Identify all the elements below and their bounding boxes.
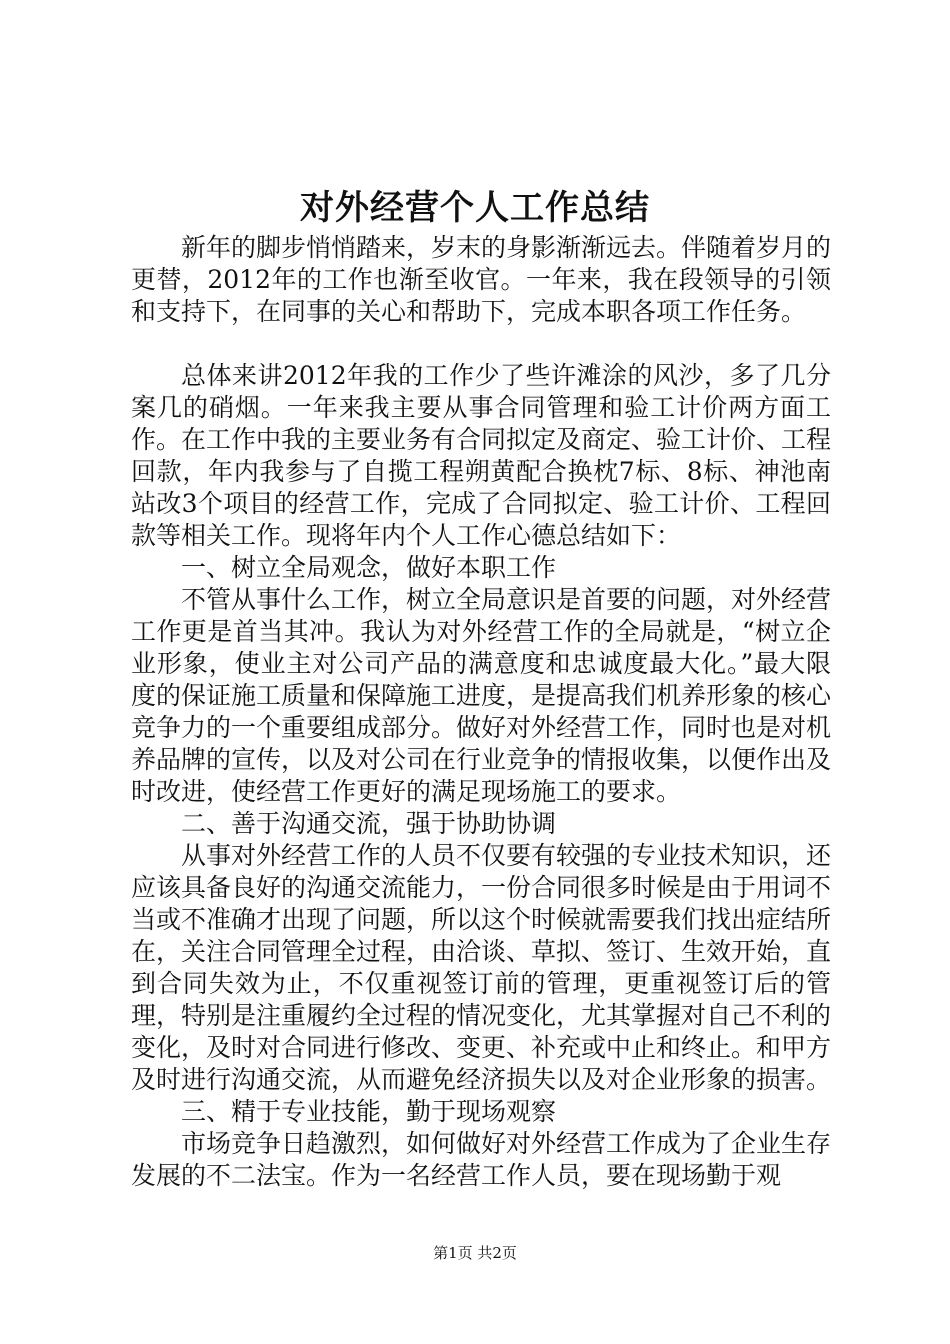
- section-heading-3: 三、精于专业技能，勤于现场观察: [181, 1097, 557, 1126]
- document-title: 对外经营个人工作总结: [300, 188, 650, 228]
- page-footer: 第1页 共2页: [433, 1244, 517, 1262]
- paragraph-intro: 新年的脚步悄悄踏来，岁末的身影渐渐远去。伴随着岁月的更替，2012年的工作也渐至收官。一年来，我在段领导的引领和支持下，在同事的关心和帮助下，完成本职各项工作任务。: [131, 233, 832, 326]
- paragraph-section-3: 市场竞争日趋激烈，如何做好对外经营工作成为了企业生存发展的不二法宝。作为一名经营工作人员，要在现场勤于观: [131, 1129, 832, 1190]
- section-heading-2: 二、善于沟通交流，强于协助协调: [181, 809, 557, 838]
- paragraph-section-2: 从事对外经营工作的人员不仅要有较强的专业技术知识，还应该具备良好的沟通交流能力，一份合同很多时候是由于用词不当或不准确才出现了问题，所以这个时候就需要我们找出症结所在，关注合同管理全过程，由洽谈、草拟、签订、生效开始，直到合同失效为止，不仅重视签订前的管理，更重视签订后的管理，特别是注重履约全过程的情况变化，尤其掌握对自己不利的变化，及时对合同进行修改、变更、补充或中止和终止。和甲方及时进行沟通交流，从而避免经济损失以及对企业形象的损害。: [131, 841, 832, 1094]
- section-heading-1: 一、树立全局观念，做好本职工作: [181, 553, 557, 582]
- document-body: [131, 232, 831, 1192]
- paragraph-section-1: 不管从事什么工作，树立全局意识是首要的问题，对外经营工作更是首当其冲。我认为对外经营工作的全局就是，“树立企业形象，使业主对公司产品的满意度和忠诚度最大化。”最大限度的保证施工质量和保障施工进度，是提高我们机养形象的核心竞争力的一个重要组成部分。做好对外经营工作，同时也是对机养品牌的宣传，以及对公司在行业竞争的情报收集，以便作出及时改进，使经营工作更好的满足现场施工的要求。: [131, 585, 832, 806]
- paragraph-overview: 总体来讲2012年我的工作少了些许滩涂的风沙，多了几分案几的硝烟。一年来我主要从事合同管理和验工计价两方面工作。在工作中我的主要业务有合同拟定及商定、验工计价、工程回款，年内我参与了自揽工程朔黄配合换枕7标、8标、神池南站改3个项目的经营工作，完成了合同拟定、验工计价、工程回款等相关工作。现将年内个人工作心德总结如下：: [131, 361, 832, 550]
